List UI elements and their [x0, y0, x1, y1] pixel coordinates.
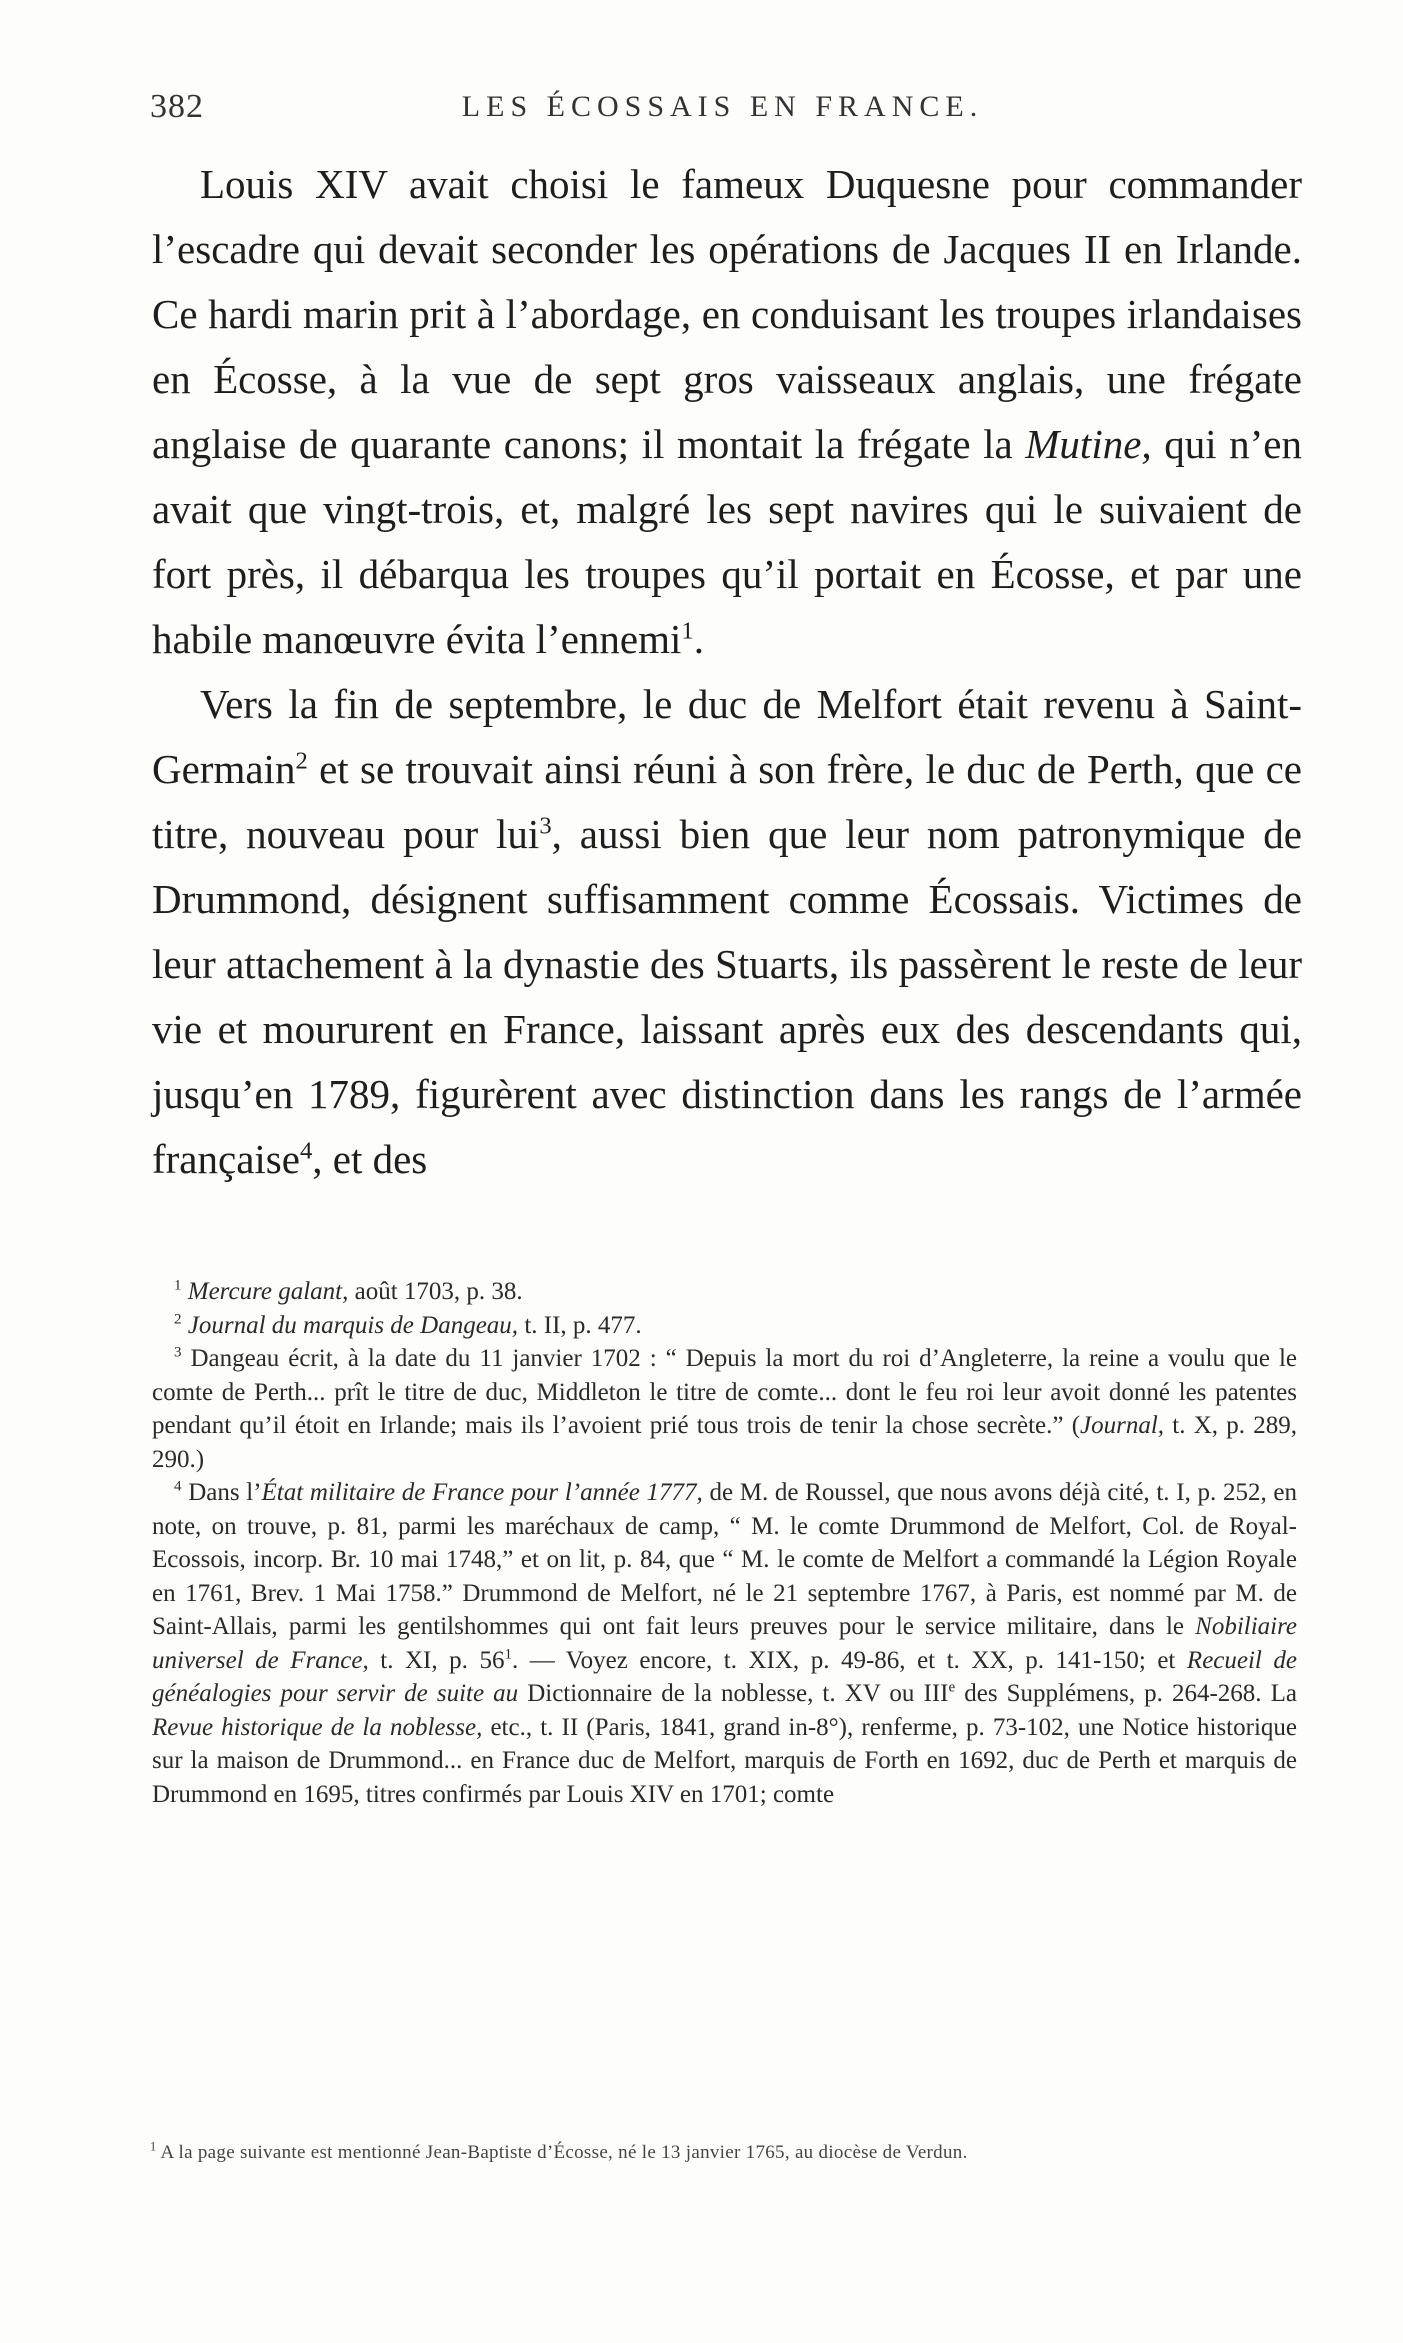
- paragraph-1-text-c: .: [693, 616, 704, 662]
- footnote-ref-3: 3: [539, 812, 552, 840]
- footnote-4-ordinal: e: [948, 1679, 956, 1696]
- footnote-3: [152, 1342, 1297, 1476]
- page-header: [150, 88, 1295, 138]
- footnote-4-text-f: des Supplémens, p. 264-268. La: [955, 1680, 1298, 1707]
- footnote-1-title: Mercure galant,: [187, 1278, 349, 1305]
- paragraph-2-text-b: et se trouvait ainsi réuni à son frère, le duc de Perth, que ce titre, nouveau pour lui: [152, 746, 1302, 857]
- footnote-2-text: t. II, p. 477.: [518, 1311, 642, 1339]
- footnote-4-ref: 1: [504, 1646, 512, 1663]
- paragraph-1: [152, 152, 1302, 672]
- footnote-3-title: Journal,: [1080, 1412, 1165, 1439]
- footnote-1-text: août 1703, p. 38.: [348, 1278, 523, 1305]
- ship-name-mutine: Mutine,: [1025, 421, 1152, 467]
- footnote-ref-1: 1: [681, 617, 694, 645]
- paragraph-1-text-b: qui n’en avait que vingt-trois, et, malgré les sept navires qui le suivaient de fort près, il débarqua les troupes qu’il portait en Écosse, et par une habile manœuvre évita l’ennemi: [152, 421, 1302, 662]
- footnote-ref-4: 4: [299, 1137, 313, 1165]
- footnote-4: [152, 1476, 1297, 1811]
- footnote-3-text-b: t. X, p. 289, 290.): [152, 1412, 1297, 1473]
- bottom-footnote-text: A la page suivante est mentionné Jean-Baptiste d’Écosse, né le 13 janvier 1765, au diocèse de Verdun.: [156, 2142, 968, 2163]
- footnote-4-text-a: Dans l’: [181, 1479, 262, 1506]
- paragraph-2-text-a: Vers la fin de septembre, le duc de Melfort était revenu à Saint-Germain: [152, 681, 1302, 792]
- footnote-4-text-b: de M. de Roussel, que nous avons déjà cité, t. I, p. 252, en note, on trouve, p. 81, parmi les maréchaux de camp, “ M. le comte Drummond de Melfort, Col. de Royal-Ecossois, incorp. Br. 10 mai 1748,” et on lit, p. 84, que “ M. le comte de Melfort a commandé la Légion Royale en 1761, Brev. 1 Mai 1758.” Drummond de Melfort, né le 21 septembre 1767, à Paris, est nommé par M. de Saint-Allais, parmi les gentilshommes qui ont fait leurs preuves pour le service militaire, dans le: [152, 1479, 1297, 1640]
- paragraph-2: [152, 672, 1302, 1192]
- footnote-4-marker: 4: [174, 1478, 182, 1495]
- paragraph-1-text-a: Louis XIV avait choisi le fameux Duquesne pour commander l’escadre qui devait seconder les opérations de Jacques II en Irlande. Ce hardi marin prit à l’abordage, en conduisant les troupes irlandaises en Écosse, à la vue de sept gros vaisseaux anglais, une frégate anglaise de quarante canons; il montait la frégate la: [152, 161, 1302, 467]
- footnote-2-title: Journal du marquis de Dangeau,: [187, 1311, 519, 1339]
- paragraph-2-text-d: , et des: [312, 1136, 428, 1182]
- footnote-4-text-g: etc., t. II (Paris, 1841, grand in-8°), renferme, p. 73-102, une Notice historique sur la maison de Drummond... en France duc de Melfort, marquis de Forth en 1692, duc de Perth et marquis de Drummond en 1695, titres confirmés par Louis XIV en 1701; comte: [152, 1713, 1297, 1808]
- footnote-4-text-c: t. XI, p. 56: [368, 1646, 505, 1674]
- footnote-3-text-a: Dangeau écrit, à la date du 11 janvier 1702 : “ Depuis la mort du roi d’Angleterre, la reine a voulu que le comte de Perth... prît le titre de duc, Middleton le titre de comte... dont le feu roi leur avoit donné les patentes pendant qu’il étoit en Irlande; mais ils l’avoient prié tous trois de tenir la chose secrète.” (: [152, 1345, 1297, 1439]
- running-title: LES ÉCOSSAIS EN FRANCE.: [461, 90, 984, 123]
- bottom-footnote-marker: 1: [150, 2139, 157, 2154]
- bottom-footnote: [150, 2139, 1300, 2164]
- footnote-3-marker: 3: [174, 1344, 182, 1361]
- footnote-4-title-etat-militaire: État militaire de France pour l’année 1777,: [261, 1479, 703, 1506]
- footnote-4-title-revue: Revue historique de la noblesse,: [152, 1713, 483, 1741]
- footnote-4-text-d: . — Voyez encore, t. XIX, p. 49-86, et t. XX, p. 141-150; et: [511, 1646, 1187, 1674]
- footnote-1-marker: 1: [174, 1277, 182, 1294]
- footnote-1: [152, 1275, 1297, 1309]
- footnote-4-title-nobiliaire: Nobiliaire universel de France,: [152, 1613, 1297, 1674]
- footnote-2: [152, 1309, 1297, 1343]
- paragraph-2-text-c: , aussi bien que leur nom patronymique de Drummond, désignent suffisamment comme Écossais. Victimes de leur attachement à la dynastie des Stuarts, ils passèrent le reste de leur vie et moururent en France, laissant après eux des descendants qui, jusqu’en 1789, figurèrent avec distinction dans les rangs de l’armée française: [152, 811, 1302, 1182]
- footnote-2-marker: 2: [174, 1311, 182, 1328]
- footnotes: [152, 1275, 1297, 1811]
- page-number: 382: [150, 88, 204, 125]
- footnote-4-text-e: Dictionnaire de la noblesse, t. XV ou III: [518, 1680, 949, 1707]
- footnote-ref-2: 2: [295, 747, 308, 775]
- main-text: [152, 152, 1302, 1192]
- footnote-4-title-recueil: Recueil de généalogies pour servir de suite au: [152, 1646, 1297, 1707]
